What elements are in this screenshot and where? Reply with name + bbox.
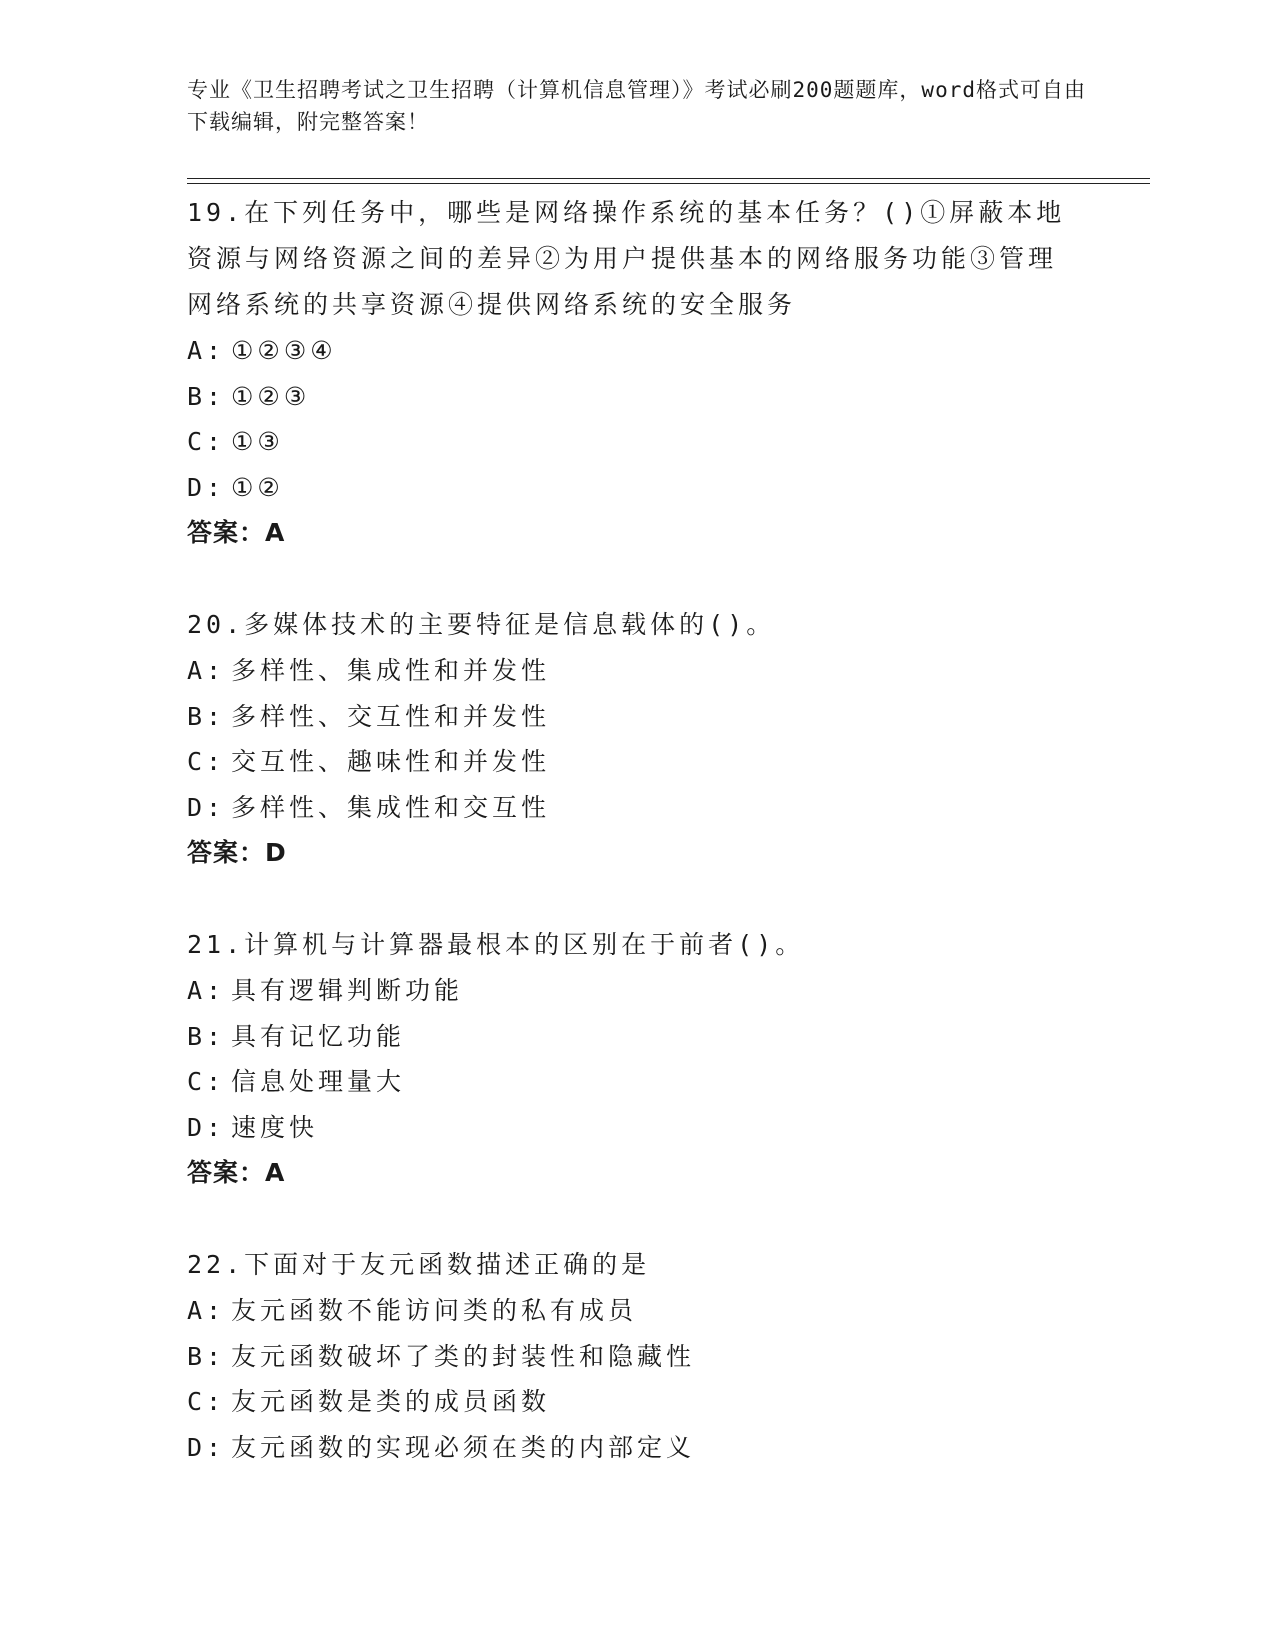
option-text: 具有逻辑判断功能 <box>231 976 464 1005</box>
option-text: ①②③ <box>231 381 311 411</box>
option-letter: A: <box>187 336 226 365</box>
option-text: ①③ <box>231 427 284 456</box>
header-divider-bottom <box>187 183 1150 184</box>
option-d <box>187 465 1087 511</box>
option-d <box>187 785 1087 831</box>
option-letter: B: <box>187 701 226 731</box>
option-text: 友元函数破坏了类的封装性和隐藏性 <box>231 1341 696 1371</box>
answer-line: 答案：A <box>187 518 286 547</box>
option-a <box>187 648 1087 694</box>
question-list <box>187 190 1087 1516</box>
option-d <box>187 1425 1087 1471</box>
option-letter: C: <box>187 1067 226 1096</box>
question-19 <box>187 190 1087 556</box>
question-20 <box>187 602 1087 876</box>
option-text: 多样性、集成性和交互性 <box>231 792 551 822</box>
option-b <box>187 1014 1087 1060</box>
option-letter: A: <box>187 656 226 685</box>
option-text: 多样性、集成性和并发性 <box>231 656 551 685</box>
answer-line: 答案：A <box>187 1158 286 1187</box>
option-text: ①② <box>231 472 284 502</box>
option-text: ①②③④ <box>231 336 337 365</box>
question-22 <box>187 1242 1087 1470</box>
option-letter: B: <box>187 381 226 411</box>
option-text: 友元函数是类的成员函数 <box>231 1387 551 1416</box>
option-text: 多样性、交互性和并发性 <box>231 701 551 731</box>
option-letter: D: <box>187 792 226 822</box>
option-letter: B: <box>187 1021 226 1051</box>
option-text: 速度快 <box>231 1112 319 1142</box>
option-b <box>187 374 1087 420</box>
question-stem: 21.计算机与计算器最根本的区别在于前者()。 <box>187 930 805 959</box>
option-letter: D: <box>187 1432 226 1462</box>
option-letter: C: <box>187 1387 226 1416</box>
option-text: 友元函数的实现必须在类的内部定义 <box>231 1432 696 1462</box>
option-letter: D: <box>187 1112 226 1142</box>
option-c <box>187 1059 1087 1105</box>
option-c <box>187 739 1087 785</box>
header-divider-top <box>187 178 1150 179</box>
option-d <box>187 1105 1087 1151</box>
option-c <box>187 1379 1087 1425</box>
option-text: 友元函数不能访问类的私有成员 <box>231 1296 638 1325</box>
option-letter: C: <box>187 747 226 776</box>
option-letter: D: <box>187 472 226 502</box>
option-letter: A: <box>187 976 226 1005</box>
option-text: 信息处理量大 <box>231 1067 406 1096</box>
question-stem: 20.多媒体技术的主要特征是信息载体的()。 <box>187 610 776 639</box>
option-letter: C: <box>187 427 226 456</box>
option-c <box>187 419 1087 465</box>
question-stem: 22.下面对于友元函数描述正确的是 <box>187 1250 651 1279</box>
question-stem: 19.在下列任务中，哪些是网络操作系统的基本任务？()①屏蔽本地资源与网络资源之间的差异②为用户提供基本的网络服务功能③管理网络系统的共享资源④提供网络系统的安全服务 <box>187 198 1066 319</box>
answer-line: 答案：D <box>187 838 287 867</box>
option-a <box>187 328 1087 374</box>
option-a <box>187 1288 1087 1334</box>
option-letter: A: <box>187 1296 226 1325</box>
option-b <box>187 694 1087 740</box>
option-text: 具有记忆功能 <box>231 1021 406 1051</box>
option-text: 交互性、趣味性和并发性 <box>231 747 551 776</box>
option-letter: B: <box>187 1341 226 1371</box>
question-21 <box>187 922 1087 1196</box>
option-b <box>187 1334 1087 1380</box>
document-header: 专业《卫生招聘考试之卫生招聘（计算机信息管理）》考试必刷200题题库，word格式可自由下载编辑，附完整答案！ <box>187 78 1086 134</box>
option-a <box>187 968 1087 1014</box>
